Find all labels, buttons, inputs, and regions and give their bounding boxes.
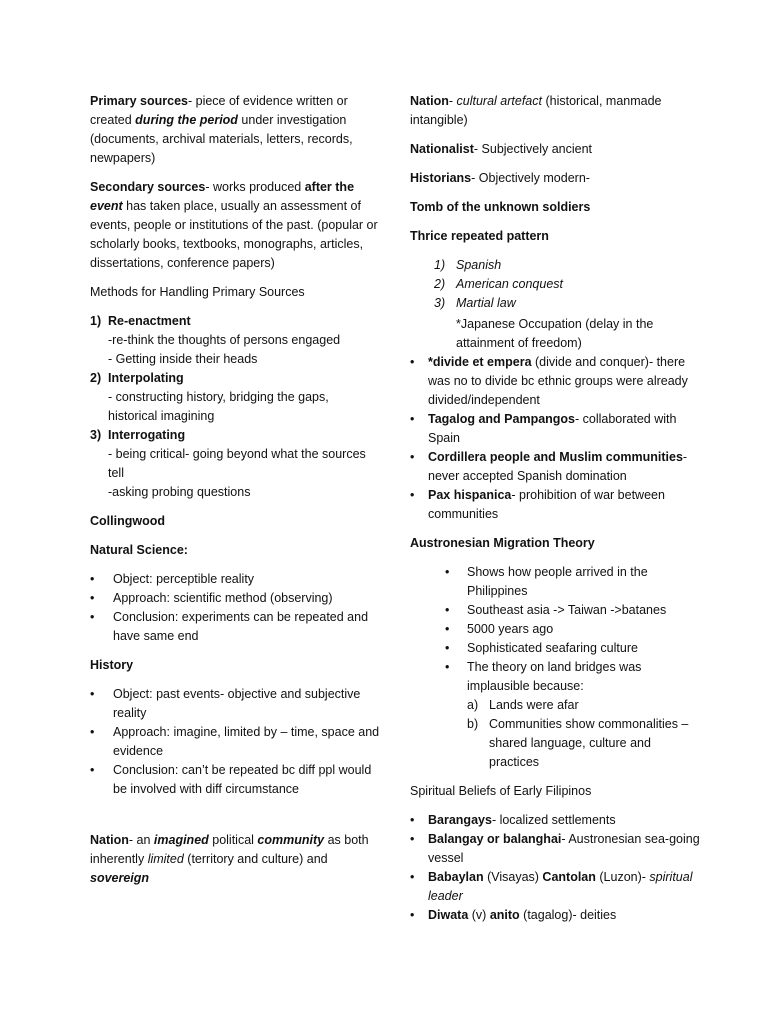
list-item: • Sophisticated seafaring culture [445,639,700,658]
list-item: b) Communities show commonalities – shared language, culture and practices [467,717,689,769]
nation-artefact: Nation- cultural artefact (historical, manmade intangible) [410,94,662,127]
method-item: 3) Interrogating - being critical- going beyond what the sources tell -asking probing questions [90,428,366,499]
list-item: • Approach: imagine, limited by – time, space and evidence [90,723,380,761]
list-item: • Shows how people arrived in the Philippines [445,563,700,601]
list-item: • Diwata (v) anito (tagalog)- deities [410,906,700,925]
nationalist-line: Nationalist- Subjectively ancient [410,142,593,156]
list-item: • Southeast asia -> Taiwan ->batanes [445,601,700,620]
list-item: • Cordillera people and Muslim communities- never accepted Spanish domination [410,448,700,486]
list-item: • The theory on land bridges was implausible because: a) Lands were afar b) Communities show commonalities – shared language, culture and practices [445,658,700,772]
collingwood-heading: Collingwood [90,514,165,528]
method-item: 2) Interpolating - constructing history, bridging the gaps, historical imagining [90,371,329,423]
list-item: • Conclusion: can’t be repeated bc diff ppl would be involved with diff circumstance [90,761,380,799]
austronesian-list [410,563,700,772]
list-item: a) Lands were afar [467,698,579,712]
colonial-bullets [410,353,700,524]
list-item: • Balangay or balanghai- Austronesian sea-going vessel [410,830,700,868]
list-item: 1) Spanish [434,258,502,272]
methods-list [90,312,380,502]
spiritual-heading: Spiritual Beliefs of Early Filipinos [410,784,592,798]
japanese-occupation-note: *Japanese Occupation (delay in the attainment of freedom) [456,317,654,350]
secondary-sources-definition: Secondary sources- works produced after the event has taken place, usually an assessment of events, people or institutions of the past. (popular or scholarly books, textbooks, monographs, articles, dissertations, conference papers) [90,180,378,270]
list-item: • Object: past events- objective and subjective reality [90,685,380,723]
nation-definition: Nation- an imagined political community as both inherently limited (territory and culture) and sovereign [90,833,369,885]
method-item: 1) Re-enactment -re-think the thoughts of persons engaged - Getting inside their heads [90,314,341,366]
left-column [90,92,380,898]
list-item: • Pax hispanica- prohibition of war between communities [410,486,700,524]
list-item: 3) Martial law [434,296,516,310]
list-item: • Object: perceptible reality [90,570,380,589]
right-column [410,92,700,935]
list-item: • Barangays- localized settlements [410,811,700,830]
pattern-list [410,256,700,313]
list-item: • Approach: scientific method (observing) [90,589,380,608]
spacer [90,809,380,831]
historians-line: Historians- Objectively modern- [410,171,590,185]
natural-science-heading: Natural Science: [90,543,188,557]
tomb-heading: Tomb of the unknown soldiers [410,200,591,214]
list-item: 2) American conquest [434,277,564,291]
history-heading: History [90,658,134,672]
thrice-heading: Thrice repeated pattern [410,229,549,243]
primary-sources-definition: Primary sources- piece of evidence written or created during the period under investigation (documents, archival materials, letters, records, newpapers) [90,94,353,165]
list-item: • 5000 years ago [445,620,700,639]
list-item: • Babaylan (Visayas) Cantolan (Luzon)- spiritual leader [410,868,700,906]
reasons-list [467,696,700,772]
list-item: • Tagalog and Pampangos- collaborated with Spain [410,410,700,448]
austronesian-heading: Austronesian Migration Theory [410,536,595,550]
list-item: • Conclusion: experiments can be repeated and have same end [90,608,380,646]
spiritual-list [410,811,700,925]
methods-heading: Methods for Handling Primary Sources [90,285,305,299]
natural-science-list [90,570,380,646]
history-list [90,685,380,799]
list-item: • *divide et empera (divide and conquer)- there was no to divide bc ethnic groups were already divided/independent [410,353,700,410]
